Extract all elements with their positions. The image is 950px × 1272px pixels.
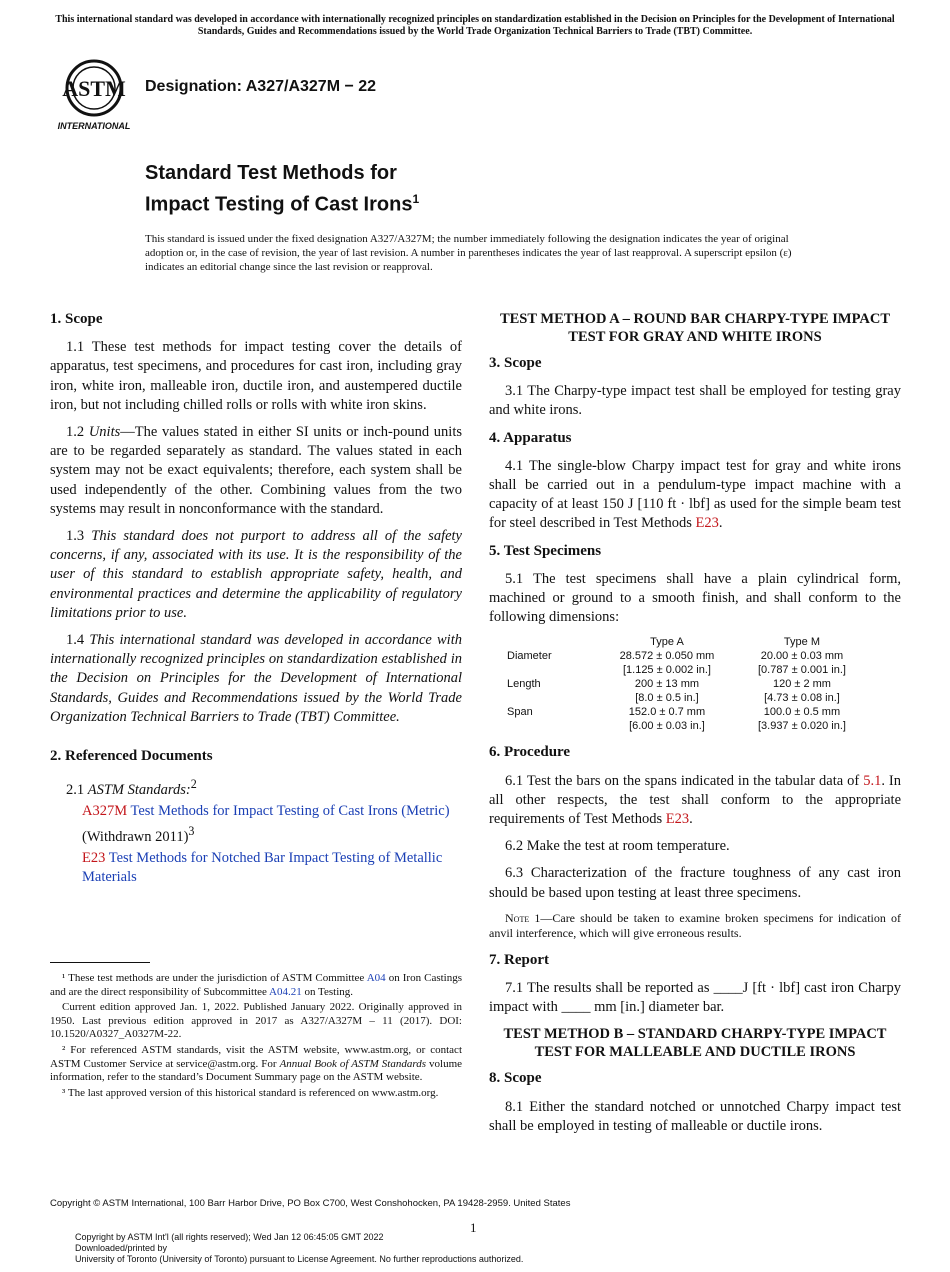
section-1-heading: 1. Scope [50,311,103,327]
para-1-4: 1.4 This international standard was developed in accordance with internationally recognized principles on standardization established in the Decision on Principles for the Development of International Standards, Guides and Recommendations issued by the World Trade Organization Technical Barriers to Trade (TBT) Committee. [50,632,462,725]
footnote-link-a0421[interactable]: A04.21 [269,985,302,998]
footnote-link-a04[interactable]: A04 [366,972,386,984]
para-1-1: 1.1 These test methods for impact testing cover the details of apparatus, test specimens, and procedures for cast iron, including gray iron, white iron, malleable iron, ductile iron, and austempered ductile iron, but not including chilled rolls or rolls with white iron skins. [50,339,462,413]
footnote-divider [50,962,150,963]
section-5-heading: 5. Test Specimens [489,542,602,559]
logo-wordmark: INTERNATIONAL [57,121,131,131]
ref-5-1-link[interactable]: 5.1 [863,772,882,789]
ref-a327m-code[interactable]: A327M [82,803,128,820]
table-row: [6.00 ± 0.03 in.] [3.937 ± 0.020 in.] [629,720,846,733]
footnote-1: ¹ These test methods are under the jurisdiction of ASTM Committee A04 on Iron Castings and are the direct responsibility of Subcommittee A04.21 on Testing. [50,972,462,998]
table-row: Diameter 28.572 ± 0.050 mm 20.00 ± 0.03 mm [507,650,844,663]
section-3-heading: 3. Scope [489,355,542,371]
svg-text:ASTM: ASTM [62,76,126,101]
astm-logo [52,58,136,132]
ref-e23-link[interactable]: Test Methods for Notched Bar Impact Testing of Metallic Materials [82,849,443,885]
document-title [145,160,419,218]
title-line-2: Impact Testing of Cast Irons$^1$ [145,192,420,216]
table-row: Span 152.0 ± 0.7 mm 100.0 ± 0.5 mm [507,706,841,719]
footnotes [50,972,462,1102]
title-line-1: Standard Test Methods for [145,162,397,184]
para-6-2: 6.2 Make the test at room temperature. [505,838,730,855]
table-row: Length 200 ± 13 mm 120 ± 2 mm [507,678,831,691]
section-4-heading: 4. Apparatus [489,429,572,446]
para-8-1: 8.1 Either the standard notched or unnotched Charpy impact test shall be employed in testing of malleable or ductile irons. [489,1098,901,1134]
reference-e23 [66,849,462,887]
issue-note: This standard is issued under the fixed designation A327/A327M; the number immediately following the designation indicates the year of original adoption or, in the case of revision, the year of last revision. A number in parentheses indicates the year of last reapproval. A superscript epsilon (ε) indicates an editorial change since the last revision or reapproval. [145,233,792,273]
table-header-row [507,635,867,649]
section-7-heading: 7. Report [489,951,549,968]
para-3-1: 3.1 The Charpy-type impact test shall be employed for testing gray and white irons. [489,383,901,419]
para-1-3: 1.3 This standard does not purport to address all of the safety concerns, if any, associated with its use. It is the responsibility of the user of this standard to establish appropriate safety, health, and environmental practices and determine the applicability of regulatory limitations prior to use. [50,528,462,621]
top-notice: This international standard was developed in accordance with internationally recognized principles on standardization established in the Decision on Principles for the Development of International Standards, Guides and Recommendations issued by the World Trade Organization Technical Barriers to Trade (TBT) Committee. [55,14,895,37]
para-2-1: 2.1 ASTM Standards:$^2$ [66,777,197,799]
para-6-1: 6.1 Test the bars on the spans indicated in the tabular data of 5.1. In all other respects, the test shall conform to the appropriate requirements of Test Methods E23. [489,772,901,828]
right-column [489,310,901,1144]
col-type-a: Type A [650,636,684,649]
ref-e23-code[interactable]: E23 [82,849,106,866]
footnote-3: ³ The last approved version of this historical standard is referenced on www.astm.org. [62,1086,439,1099]
ref-e23-link-4-1[interactable]: E23 [695,515,719,532]
designation: Designation: A327/A327M − 22 [145,78,377,95]
para-7-1: 7.1 The results shall be reported as ____J [ft · lbf] cast iron Charpy impact with ____ mm [in.] diameter bar. [489,980,901,1016]
left-column [50,310,462,895]
reference-a327m: A327M Test Methods for Impact Testing of Cast Irons (Metric) (Withdrawn 2011)$^3$ [82,803,450,845]
table-row: [1.125 ± 0.002 in.] [0.787 ± 0.001 in.] [622,664,846,677]
specimen-dimensions-table [507,635,867,733]
note-1: Note 1—Care should be taken to examine broken specimens for indication of anvil interference, which will give erroneous results. [489,910,901,940]
astm-logo-icon [52,58,136,132]
copyright-line: Copyright © ASTM International, 100 Barr Harbor Drive, PO Box C700, West Conshohocken, PA 19428-2959. United States [50,1198,571,1209]
download-notice: Copyright by ASTM Int'l (all rights reserved); Wed Jan 12 06:45:05 GMT 2022 Downloaded/printed by University of Toronto (University of Toronto) pursuant to License Agreement. No further reproductions authorized. [75,1232,524,1264]
footnote-2: ² For referenced ASTM standards, visit the ASTM website, www.astm.org, or contact ASTM Customer Service at service@astm.org. For Annual Book of ASTM Standards volume information, refer to the standard’s Document Summary page on the ASTM website. [50,1043,463,1084]
title-footnote-marker[interactable]: 1 [412,192,420,206]
section-8-heading: 8. Scope [489,1070,542,1087]
section-6-heading: 6. Procedure [489,744,571,761]
method-a-heading: TEST METHOD A – ROUND BAR CHARPY-TYPE IMPACT TEST FOR GRAY AND WHITE IRONS [499,311,891,345]
ref-e23-link-6-1[interactable]: E23 [665,811,690,828]
page-number: 1 [470,1220,477,1235]
method-b-heading: TEST METHOD B – STANDARD CHARPY-TYPE IMPACT TEST FOR MALLEABLE AND DUCTILE IRONS [503,1026,887,1061]
section-2-heading: 2. Referenced Documents [50,748,213,765]
ref-a327m-link[interactable]: Test Methods for Impact Testing of Cast Irons (Metric) [130,803,450,820]
footnote-1-edition: Current edition approved Jan. 1, 2022. Published January 2022. Originally approved in 1950. Last previous edition approved in 2017 as A327/A327M – 11 (2017). DOI: 10.1520/A0327_A0327M-22. [50,1001,462,1041]
para-4-1: 4.1 The single-blow Charpy impact test for gray and white irons shall be carried out in a pendulum-type impact machine with a capacity of at least 150 J [110 ft · lbf] as used for the simple beam test for steel described in Test Methods E23. [489,457,901,532]
para-6-3: 6.3 Characterization of the fracture toughness of any cast iron should be based upon testing at least three specimens. [489,865,901,901]
table-row: [8.0 ± 0.5 in.] [4.73 ± 0.08 in.] [635,692,840,705]
col-type-m: Type M [783,636,820,649]
para-5-1: 5.1 The test specimens shall have a plain cylindrical form, machined or ground to a smooth finish, and shall conform to the following dimensions: [489,570,901,626]
para-1-2: 1.2 Units—The values stated in either SI units or inch-pound units are to be regarded separately as standard. The values stated in each system may not be exact equivalents; therefore, each system shall be used independently of the other. Combining values from the two systems may result in nonconformance with the standard. [50,424,463,517]
